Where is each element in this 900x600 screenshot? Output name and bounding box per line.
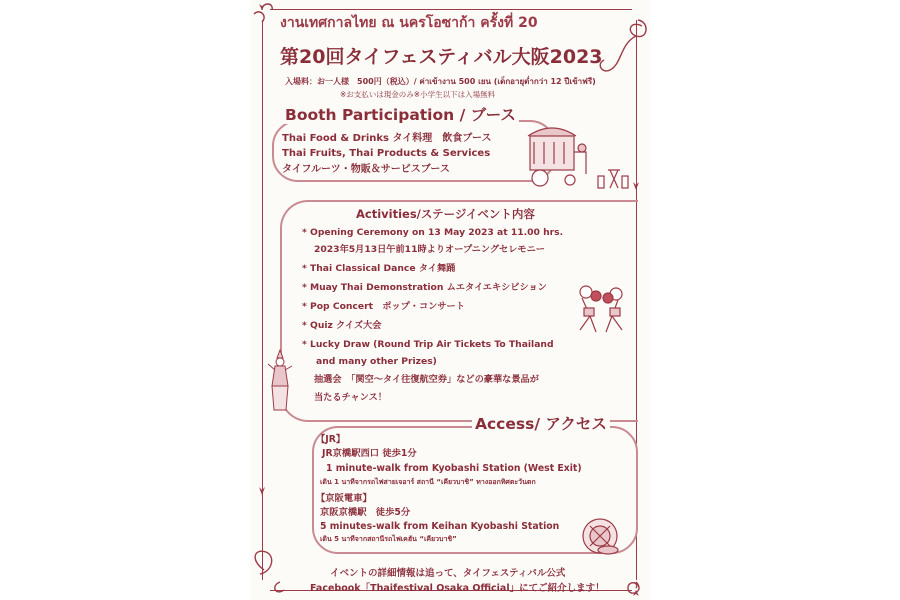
booth-line-fruits: Thai Fruits, Thai Products & Services	[282, 148, 491, 159]
activity-lucky-draw: * Lucky Draw (Round Trip Air Tickets To Thailand	[302, 339, 554, 350]
jr-station: JR京橋駅西口 徒歩1分	[322, 448, 417, 459]
thai-dancer-illustration	[266, 348, 294, 412]
top-right-scroll-icon	[630, 20, 646, 37]
footer-line-1: イベントの詳細情報は追って、タイフェスティバル公式	[330, 568, 566, 579]
fleur-de-lis-top-icon	[259, 4, 265, 10]
festival-poster	[250, 0, 650, 600]
jr-walk-th: เดิน 1 นาทีจากรถไฟสายเจอาร์ สถานี “เคียวบาชิ” ทางออกทิศตะวันตก	[320, 478, 536, 486]
keihan-label: 【京阪電車】	[316, 493, 372, 504]
booth-line-services: タイフルーツ・物販＆サービスブース	[282, 164, 450, 175]
access-heading: Access/ アクセス	[472, 417, 610, 433]
activity-lucky-draw-jp: 抽選会 「関空～タイ往復航空券」などの豪華な景品が	[314, 374, 539, 385]
activity-muay-thai: * Muay Thai Demonstration ムエタイエキシビション	[302, 282, 547, 293]
booth-line-food: Thai Food & Drinks タイ料理 飲食ブース	[282, 133, 492, 144]
keihan-station: 京阪京橋駅 徒歩5分	[320, 507, 411, 518]
jr-label: 【JR】	[316, 434, 346, 445]
jr-walk-en: 1 minute-walk from Kyobashi Station (West Exit)	[326, 463, 582, 474]
left-arrow-ornament-icon	[259, 487, 265, 495]
activity-lucky-draw-cont: and many other Prizes)	[316, 356, 437, 367]
bottom-right-scroll-icon	[628, 582, 639, 593]
entrance-fee-line: 入場料：お一人様 500円（税込）/ ค่าเข้างาน 500 เยน (เด็กอายุต่ำกว่า 12 ปีเข้าฟรี)	[285, 77, 596, 86]
bottom-left-scroll-icon	[255, 551, 284, 592]
activity-opening-ceremony: * Opening Ceremony on 13 May 2023 at 11.00 hrs.	[302, 227, 564, 238]
activity-lucky-draw-jp-cont: 当たるチャンス！	[314, 392, 387, 403]
booth-heading: Booth Participation / ブース	[282, 108, 519, 124]
activity-pop-concert: * Pop Concert ポップ・コンサート	[302, 301, 465, 312]
activity-classical-dance: * Thai Classical Dance タイ舞踊	[302, 263, 456, 274]
keihan-walk-en: 5 minutes-walk from Keihan Kyobashi Station	[320, 521, 560, 532]
muay-thai-illustration	[572, 282, 630, 338]
food-cart-illustration	[522, 118, 630, 194]
activity-opening-ceremony-jp: 2023年5月13日午前11時よりオープニングセレモニー	[314, 244, 545, 255]
keihan-walk-th: เดิน 5 นาทีจากสถานีรถไฟเคฮัน “เคียวบาชิ”	[320, 535, 457, 543]
fruit-illustration	[578, 514, 622, 556]
right-flourish-icon	[600, 36, 636, 71]
japanese-event-title: 第20回タイフェスティバル大阪2023	[280, 46, 603, 68]
thai-event-title: งานเทศกาลไทย ณ นครโอซาก้า ครั้งที่ 20	[280, 15, 538, 31]
footer-line-2: Facebook「Thaifestival Osaka Official」にてご紹介します！	[310, 583, 605, 594]
right-arrow-ornament-icon	[633, 182, 639, 190]
entrance-fee-note: ※お支払いは現金のみ※小学生以下は入場無料	[340, 90, 496, 99]
activity-quiz: * Quiz クイズ大会	[302, 320, 382, 331]
activities-heading: Activities/ステージイベント内容	[356, 207, 535, 221]
